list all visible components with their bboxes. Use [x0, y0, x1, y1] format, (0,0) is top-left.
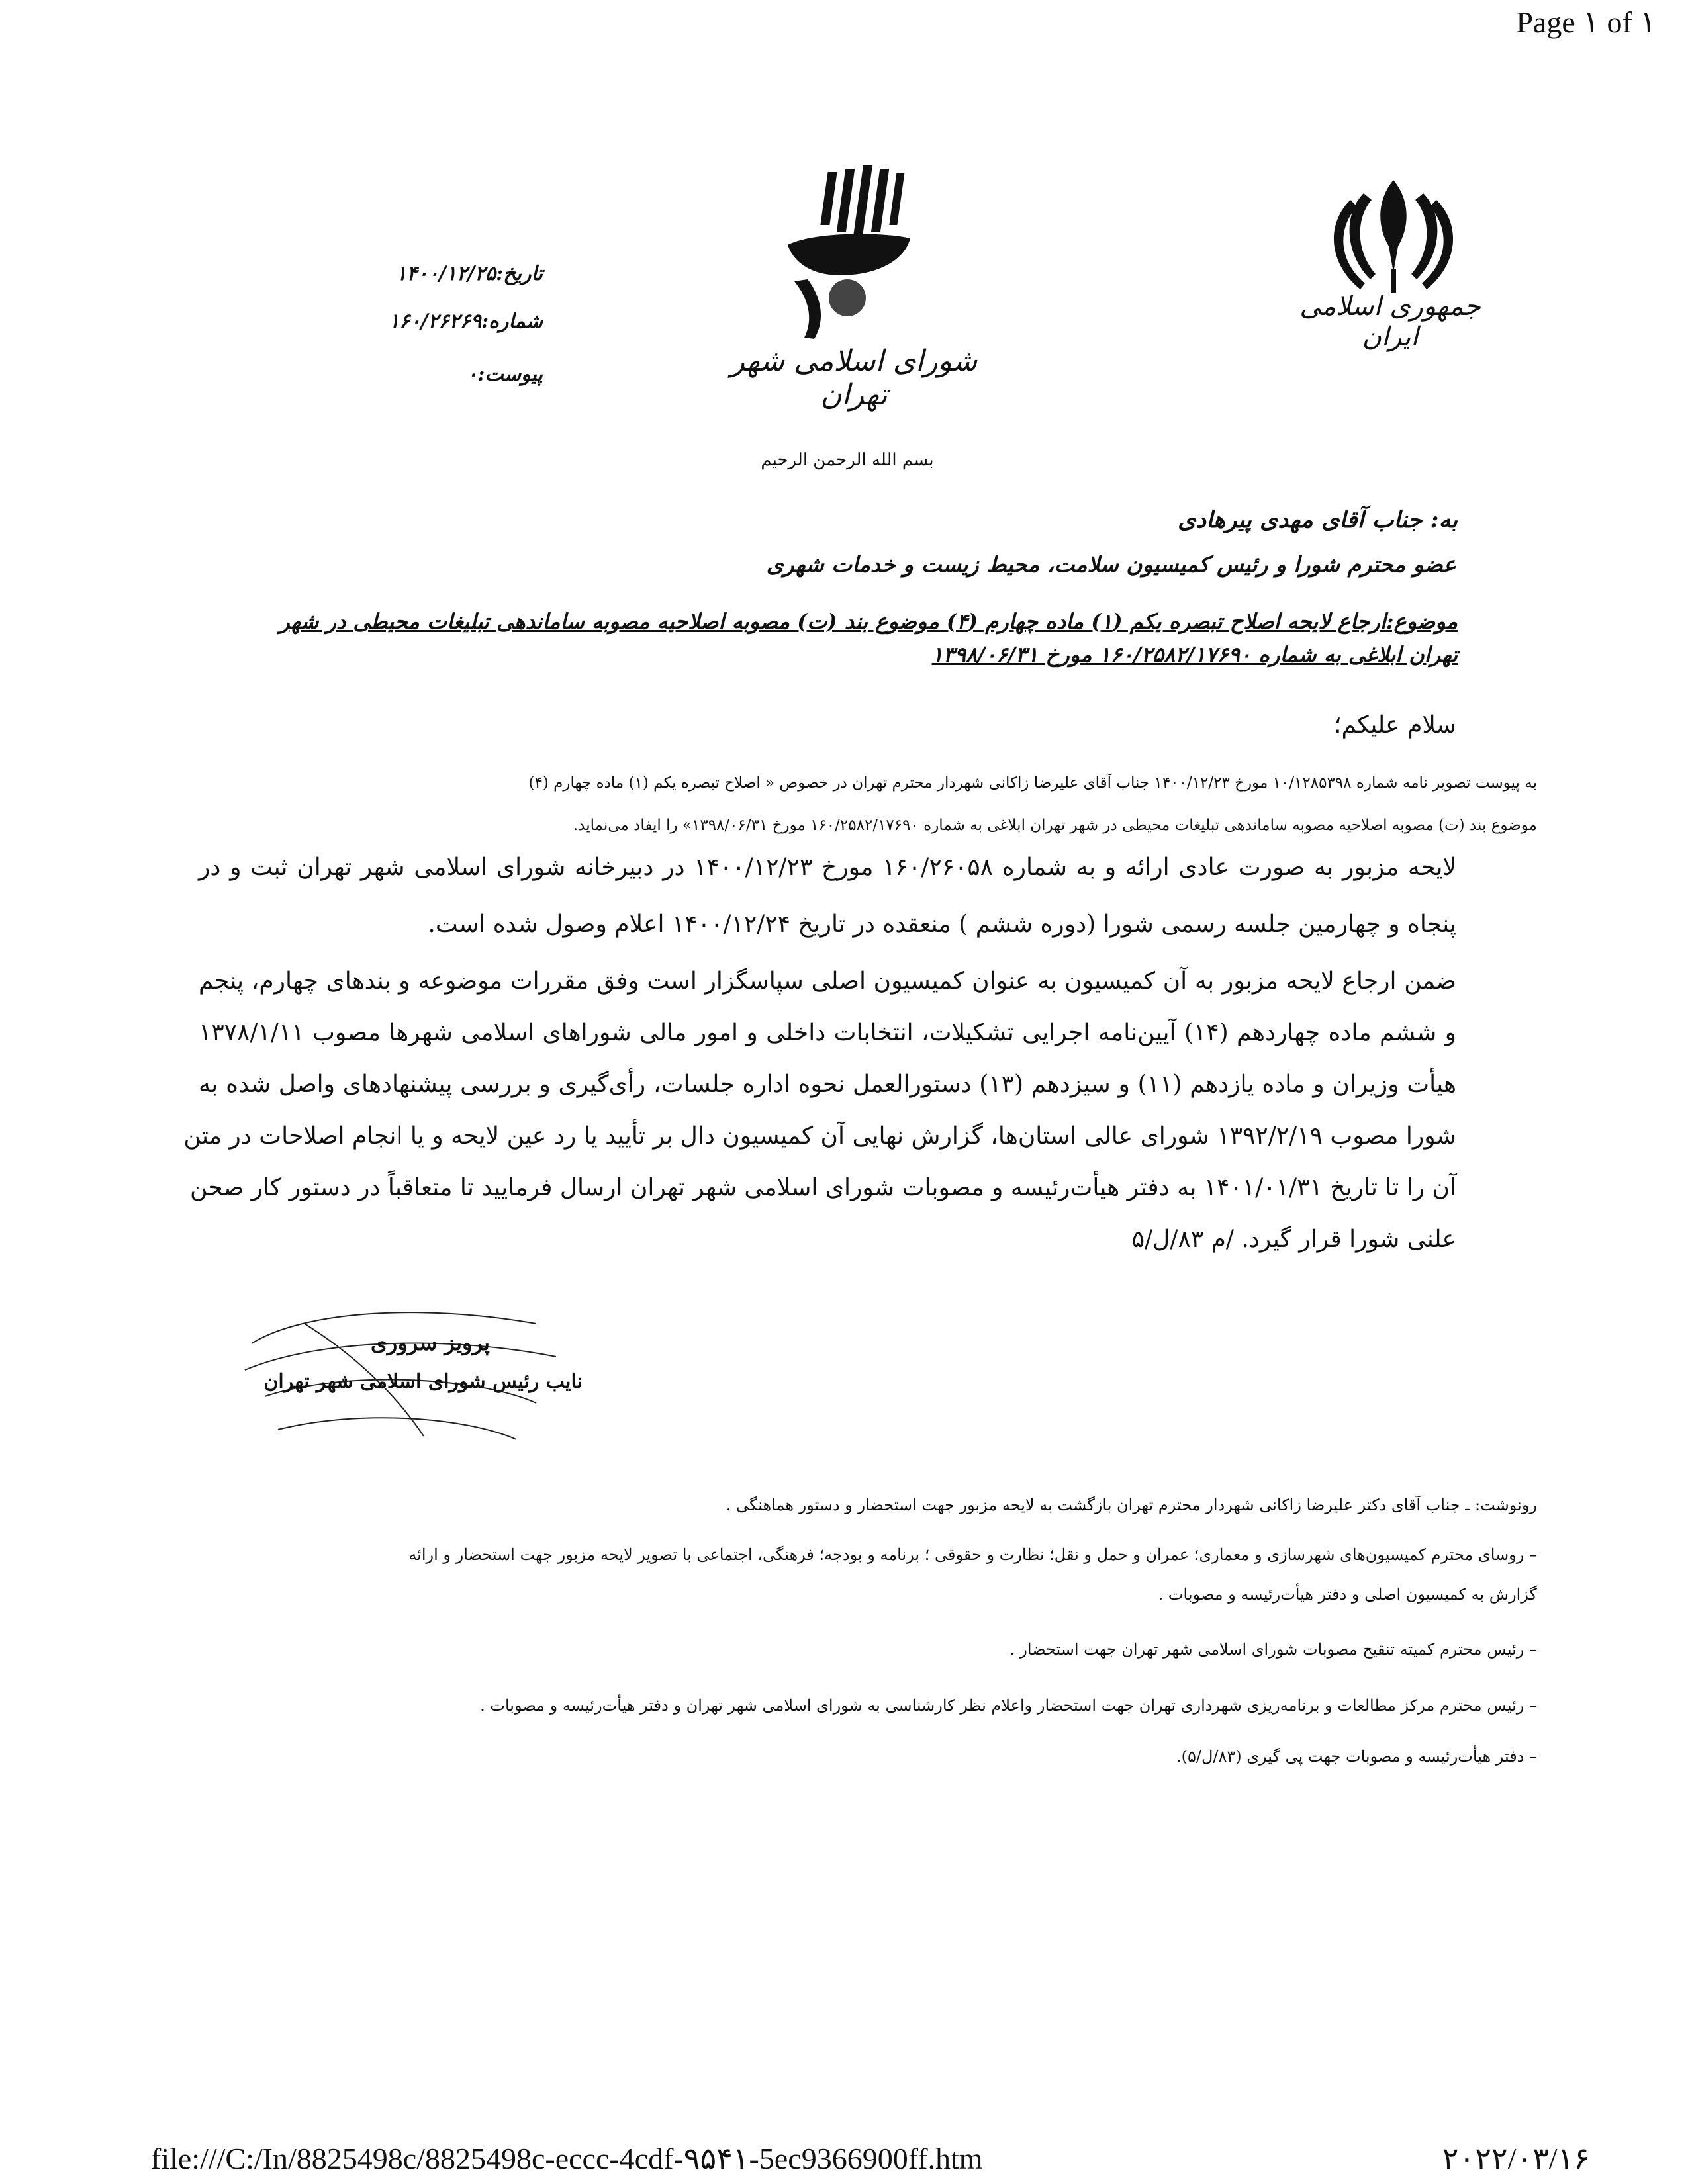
- cc-line-3: گزارش به کمیسیون اصلی و دفتر هیأت‌رئیسه و مصوبات .: [1158, 1585, 1537, 1604]
- cc-line-5: – رئیس محترم مرکز مطالعات و برنامه‌ریزی شهرداری تهران جهت استحضار واعلام نظر کارشناسی به شورای اسلامی شهر تهران و دفتر هیأت‌رئیسه و مصوبات .: [480, 1696, 1537, 1715]
- paragraph2-line-1: ضمن ارجاع لایحه مزبور به آن کمیسیون به عنوان کمیسیون اصلی سپاسگزار است وفق مقررات موضوعه و بندهای چهارم، پنجم: [199, 968, 1456, 995]
- paragraph2-line-6: علنی شورا قرار گیرد. /م ۸۳/ل/۵: [1131, 1226, 1456, 1253]
- letter-date: تاریخ:۱۴۰۰/۱۲/۲۵: [396, 262, 543, 285]
- paragraph2-line-3: هیأت وزیران و ماده یازدهم (۱۱) و سیزدهم (۱۳) دستورالعمل نحوه اداره جلسات، رأی‌گیری و بررسی پیشنهادهای واصل شده به: [199, 1071, 1457, 1098]
- intro-line-2: موضوع بند (ت) مصوبه اصلاحیه مصوبه ساماندهی تبلیغات محیطی در شهر تهران ابلاغی به شماره ۱۶۰/۲۵۸۲/۱۷۶۹۰ مورخ ۱۳۹۸/۰۶/۳۱» را ایفاد می‌نماید.: [573, 817, 1537, 834]
- cc-line-6: – دفتر هیأت‌رئیسه و مصوبات جهت پی گیری (۸۳/ل/۵).: [1176, 1747, 1537, 1766]
- city-council-name: شورای اسلامی شهر تهران: [730, 344, 978, 412]
- greeting: سلام علیکم؛: [1334, 711, 1456, 739]
- bismillah: بسم الله الرحمن الرحیم: [761, 450, 934, 470]
- signatory-title: نایب رئیس شورای اسلامی شهر تهران: [263, 1370, 583, 1393]
- paragraph2-line-2: و ششم ماده چهاردهم (۱۴) آیین‌نامه اجرایی تشکیلات، انتخابات داخلی و امور مالی شوراهای اسلامی شهرها مصوب ۱۳۷۸/۱/۱۱: [199, 1019, 1456, 1046]
- paragraph1-line-1: لایحه مزبور به صورت عادی ارائه و به شماره ۱۶۰/۲۶۰۵۸ مورخ ۱۴۰۰/۱۲/۲۳ در دبیرخانه شورای اسلامی شهر تهران ثبت و در: [199, 854, 1457, 881]
- cc-line-2: – روسای محترم کمیسیون‌های شهرسازی و معماری؛ عمران و حمل و نقل؛ نظارت و حقوقی ؛ برنامه و بودجه؛ فرهنگی، اجتماعی با تصویر لایحه مزبور جهت استحضار و ارائه: [408, 1545, 1537, 1564]
- city-council-logo-icon: [768, 165, 927, 364]
- subject-line-1: موضوع:ارجاع لایحه اصلاح تبصره یکم (۱) ماده چهارم (۴) موضوع بند (ت) مصوبه اصلاحیه مصوبه ساماندهی تبلیغات محیطی در شهر: [279, 609, 1458, 634]
- recipient-name: به: جناب آقای مهدی پیرهادی: [1178, 506, 1458, 533]
- cc-line-4: – رئیس محترم کمیته تنقیح مصوبات شورای اسلامی شهر تهران جهت استحضار .: [1009, 1640, 1537, 1659]
- letter-number: شماره:۱۶۰/۲۶۲۶۹: [389, 310, 543, 333]
- signatory-name: پرویز سروری: [370, 1330, 490, 1355]
- country-name: جمهوری اسلامی ایران: [1299, 291, 1481, 352]
- signature: [225, 1297, 583, 1456]
- subject-line-2: تهران ابلاغی به شماره ۱۶۰/۲۵۸۲/۱۷۶۹۰ مورخ ۱۳۹۸/۰۶/۳۱: [931, 642, 1458, 667]
- print-date: ۲۰۲۲/۰۳/۱۶: [1442, 2142, 1590, 2175]
- paragraph2-line-5: آن را تا تاریخ ۱۴۰۱/۰۱/۳۱ به دفتر هیأت‌رئیسه و مصوبات شورای اسلامی شهر تهران ارسال فرمایید تا متعاقباً در دستور کار صحن: [190, 1174, 1456, 1201]
- intro-line-1: به پیوست تصویر نامه شماره ۱۰/۱۲۸۵۳۹۸ مورخ ۱۴۰۰/۱۲/۲۳ جناب آقای علیرضا زاکانی شهردار محترم تهران در خصوص « اصلاح تبصره یکم (۱) ماده چهارم (۴): [528, 774, 1537, 792]
- page-number: Page ۱ of ۱: [1516, 5, 1656, 39]
- file-url: file:///C:/In/8825498c/8825498c-eccc-4cdf-۹۵۴۱-5ec9366900ff.htm: [151, 2142, 983, 2175]
- cc-line-1: رونوشت: ـ جناب آقای دکتر علیرضا زاکانی شهردار محترم تهران بازگشت به لایحه مزبور جهت استحضار و دستور هماهنگی .: [726, 1496, 1537, 1514]
- letter-attachment: پیوست:۰: [467, 363, 543, 386]
- paragraph2-line-4: شورا مصوب ۱۳۹۲/۲/۱۹ شورای عالی استان‌ها، گزارش نهایی آن کمیسیون دال بر تأیید یا رد عین لایحه و یا انجام اصلاحات در متن: [183, 1122, 1456, 1150]
- recipient-title: عضو محترم شورا و رئیس کمیسیون سلامت، محیط زیست و خدمات شهری: [766, 551, 1456, 577]
- paragraph1-line-2: پنجاه و چهارمین جلسه رسمی شورا (دوره ششم ) منعقده در تاریخ ۱۴۰۰/۱۲/۲۴ اعلام وصول شده است.: [428, 911, 1456, 938]
